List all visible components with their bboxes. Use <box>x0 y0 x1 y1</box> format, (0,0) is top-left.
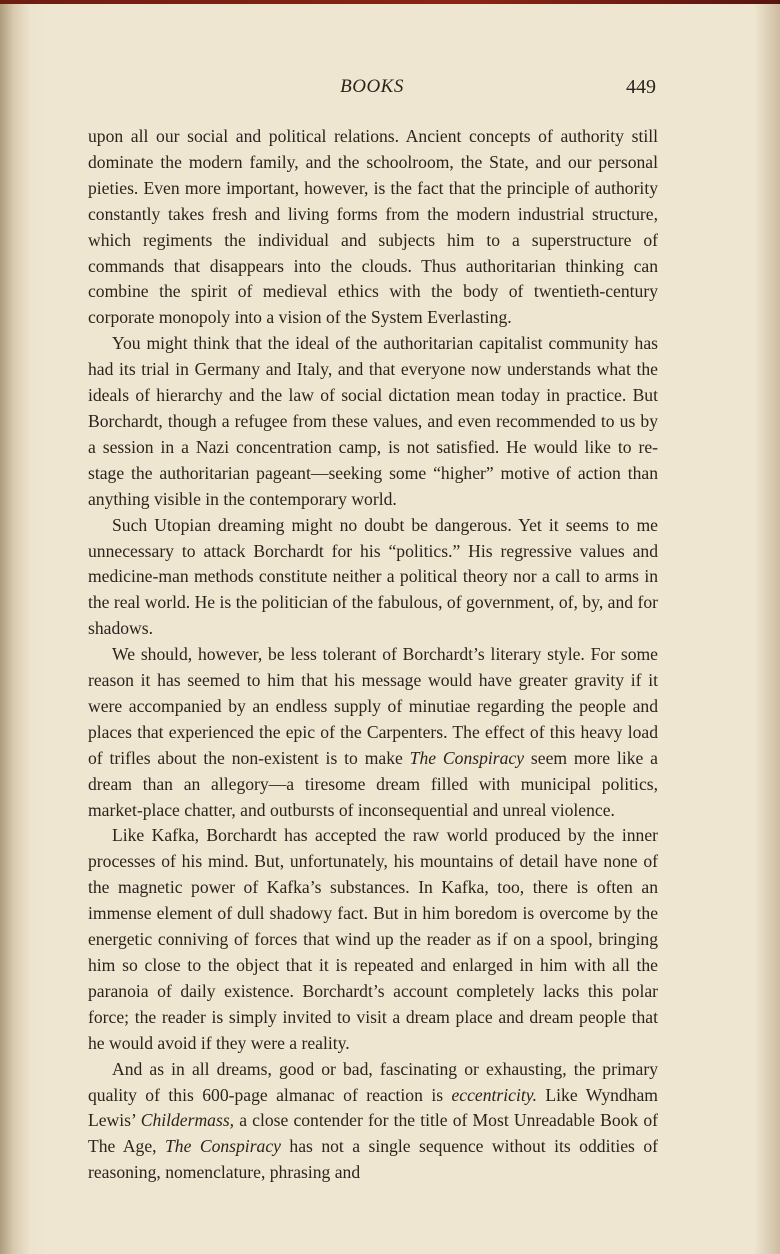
text-run: You might think that the ideal of the authoritarian capitalist community has had its trial in Germany and Italy, and that everyone now understands what the ideals of hierarchy and the law of social dictation mean today in practice. But Borchardt, though a refugee from these values, and even recommended to us by a session in a Nazi concentration camp, is not satisfied. He would like to re-stage the authoritarian pageant—seeking some “higher” motive of action than anything visible in the contemporary world. <box>88 333 658 509</box>
paragraph <box>88 642 658 823</box>
text-run: Such Utopian dreaming might no doubt be dangerous. Yet it seems to me unnecessary to attack Borchardt for his “politics.” His regressive values and medicine-man methods constitute neither a political theory nor a call to arms in the real world. He is the politician of the fabulous, of government, of, by, and for shadows. <box>88 514 658 639</box>
italic-text: The Conspiracy <box>409 747 525 768</box>
text-run: Like Kafka, Borchardt has accepted the raw world produced by the inner processes of his mind. But, unfortunately, his mountains of detail have none of the magnetic power of Kafka’s substances. In Kafka, too, there is often an immense element of dull shadowy fact. But in him boredom is overcome by the energetic conniving of forces that wind up the reader as if on a spool, bringing him so close to the object that it is repeated and enlarged in him with all the paranoia of daily existence. Borchardt’s account completely lacks this polar force; the reader is simply invited to visit a dream place and dream people that he would avoid if they were a reality. <box>88 825 658 1053</box>
text-run: We should, however, be less tolerant of Borchardt’s literary style. For some reason it has seemed to him that his message would have greater gravity if it were accompanied by an endless supply of minutiae regarding the people and places that experienced the epic of the Carpenters. The effect of this heavy load of trifles about the non-existent is to make <box>88 644 658 768</box>
paragraph <box>88 513 658 643</box>
text-run: And as in all dreams, good or bad, fascinating or exhausting, the primary quality of this 600-page almanac of reaction is <box>88 1058 658 1105</box>
italic-text: The Conspiracy <box>165 1136 281 1157</box>
paragraph <box>88 124 658 331</box>
running-title: BOOKS <box>340 76 404 97</box>
running-head <box>88 76 656 104</box>
text-run: Like Wyndham Lewis’ <box>88 1084 658 1131</box>
paragraph <box>88 1057 658 1187</box>
paragraph <box>88 823 658 1056</box>
italic-text: eccentricity. <box>451 1084 537 1105</box>
body-text <box>88 124 658 1186</box>
paragraph <box>88 331 658 512</box>
text-run: a close contender for the title of Most Unreadable Book of The Age, <box>88 1110 659 1157</box>
text-run: upon all our social and political relations. Ancient concepts of authority still dominate the modern family, and the schoolroom, the State, and our personal pieties. Even more important, however, is the fact that the principle of authority constantly takes fresh and living forms from the modern industrial structure, which regiments the individual and subjects him to a superstructure of commands that disappears into the clouds. Thus authoritarian thinking can combine the spirit of medieval ethics with the body of twentieth-century corporate monopoly into a vision of the System Everlasting. <box>88 126 658 328</box>
page-number: 449 <box>626 76 656 98</box>
text-run: has not a single sequence without its oddities of reasoning, nomenclature, phrasing and <box>88 1136 658 1183</box>
italic-text: Childermass, <box>140 1110 235 1131</box>
text-run: seem more like a dream than an allegory—a tiresome dream filled with municipal politics, market-place chatter, and outbursts of inconsequential and unreal violence. <box>88 747 658 820</box>
top-edge-rule <box>0 0 780 4</box>
